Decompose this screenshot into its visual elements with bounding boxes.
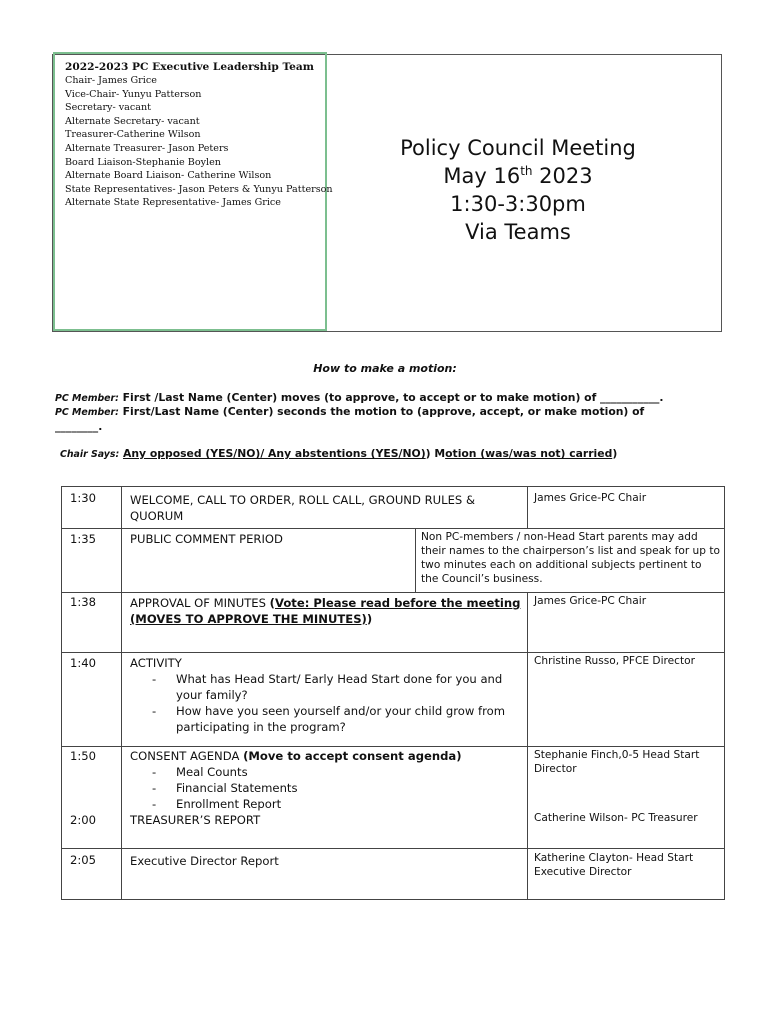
- agenda-bullet: - Financial Statements: [130, 780, 522, 796]
- agenda-item: Executive Director Report: [130, 854, 279, 868]
- table-divider: [415, 528, 416, 592]
- motion-instruction-second: [55, 405, 725, 434]
- team-member-line: Board Liaison-Stephanie Boylen: [65, 156, 221, 168]
- meeting-time: 1:30-3:30pm: [450, 192, 586, 216]
- team-member-line: Alternate Board Liaison- Catherine Wilson: [65, 170, 272, 182]
- agenda-bullet: - How have you seen yourself and/or your child grow from participating in the program?: [130, 703, 522, 735]
- agenda-presenter: Christine Russo, PFCE Director: [534, 655, 695, 667]
- team-member-line: Chair- James Grice: [65, 75, 157, 86]
- agenda-time: 1:38: [70, 595, 97, 609]
- agenda-vote-close: ): [366, 612, 373, 626]
- chair-says-line: [60, 447, 617, 460]
- agenda-presenter: Catherine Wilson- PC Treasurer: [534, 812, 698, 824]
- agenda-presenter: Non PC-members / non-Head Start parents may add their names to the chairperson’s list and speak for up to two minutes each on additional subjects pertinent to the Council’s business.: [421, 531, 720, 585]
- agenda-item-label: ACTIVITY: [130, 656, 182, 670]
- agenda-item-label-row: [130, 748, 522, 764]
- agenda-time: 1:30: [70, 491, 97, 505]
- agenda-item: [130, 655, 522, 735]
- agenda-item: [130, 595, 522, 627]
- chair-carried-text: otion (was/was not) carried: [445, 447, 613, 460]
- agenda-vote-note: Vote: Please read before the meeting (MOVES TO APPROVE THE MINUTES): [130, 596, 521, 626]
- chair-role-label: Chair Says:: [60, 449, 120, 460]
- team-member-line: Alternate State Representative- James Grice: [65, 197, 281, 209]
- agenda-presenter: Katherine Clayton- Head Start Executive Director: [534, 852, 694, 878]
- agenda-presenter: James Grice-PC Chair: [534, 492, 647, 504]
- team-member-line: State Representatives- Jason Peters & Yunyu Patterson: [65, 183, 333, 195]
- team-member-line: Vice-Chair- Yunyu Patterson: [65, 88, 202, 100]
- chair-separator: ) M: [425, 447, 446, 460]
- agenda-time: 1:40: [70, 656, 97, 670]
- motion-heading: How to make a motion:: [313, 362, 457, 375]
- agenda-presenter: James Grice-PC Chair: [534, 595, 647, 607]
- agenda-item: TREASURER’S REPORT: [130, 813, 261, 827]
- agenda-item: WELCOME, CALL TO ORDER, ROLL CALL, GROUND RULES & QUORUM: [130, 493, 475, 523]
- agenda-bullet: - What has Head Start/ Early Head Start done for you and your family?: [130, 671, 522, 703]
- team-member-line: Secretary- vacant: [65, 102, 152, 114]
- meeting-title: Policy Council Meeting: [400, 136, 636, 160]
- motion-second-text: First/Last Name (Center) seconds the motion to (approve, accept, or make motion) of: [118, 405, 645, 418]
- motion-instruction-move: [55, 391, 725, 406]
- agenda-bullet: - Enrollment Report: [130, 796, 522, 812]
- team-member-line: Alternate Treasurer- Jason Peters: [65, 142, 229, 154]
- agenda-item-label: CONSENT AGENDA: [130, 749, 244, 763]
- agenda-item-label: APPROVAL OF MINUTES: [130, 596, 270, 610]
- meeting-info: [330, 134, 706, 246]
- table-divider: [62, 528, 724, 529]
- leadership-team-title: 2022-2023 PC Executive Leadership Team: [65, 61, 314, 73]
- motion-role-label: PC Member:: [55, 407, 119, 418]
- agenda-vote-open: (: [269, 596, 275, 610]
- motion-second-blank: ________.: [55, 420, 103, 433]
- meeting-date-year: 2023: [532, 164, 593, 188]
- chair-opposed-text: Any opposed (YES/NO)/ Any abstentions (YES/NO): [122, 447, 426, 460]
- agenda-vote-note: (Move to accept consent agenda): [243, 749, 462, 763]
- agenda-time: 2:00: [70, 813, 97, 827]
- agenda-time: 1:50: [70, 749, 97, 763]
- meeting-date-ordinal: th: [520, 164, 533, 178]
- agenda-item: PUBLIC COMMENT PERIOD: [130, 532, 283, 546]
- table-divider: [62, 652, 724, 653]
- table-divider: [62, 592, 724, 593]
- team-member-line: Treasurer-Catherine Wilson: [65, 129, 201, 141]
- agenda-table: [61, 486, 725, 900]
- team-member-line: Alternate Secretary- vacant: [65, 115, 200, 127]
- motion-role-label: PC Member:: [55, 393, 119, 404]
- agenda-time: 1:35: [70, 532, 97, 546]
- meeting-date-prefix: May 16: [443, 164, 521, 188]
- agenda-item: [130, 748, 522, 812]
- table-divider: [527, 487, 528, 528]
- leadership-team-box: [53, 52, 333, 331]
- table-divider: [62, 848, 724, 849]
- agenda-time: 2:05: [70, 853, 97, 867]
- table-divider: [121, 487, 122, 899]
- meeting-venue: Via Teams: [465, 220, 571, 244]
- motion-move-text: First /Last Name (Center) moves (to approve, to accept or to make motion) of ___________.: [118, 391, 664, 404]
- meeting-date: [330, 162, 706, 190]
- chair-close: ): [612, 447, 618, 460]
- agenda-presenter: Stephanie Finch,0-5 Head Start Director: [534, 749, 700, 775]
- agenda-bullet: - Meal Counts: [130, 764, 522, 780]
- table-divider: [62, 746, 724, 747]
